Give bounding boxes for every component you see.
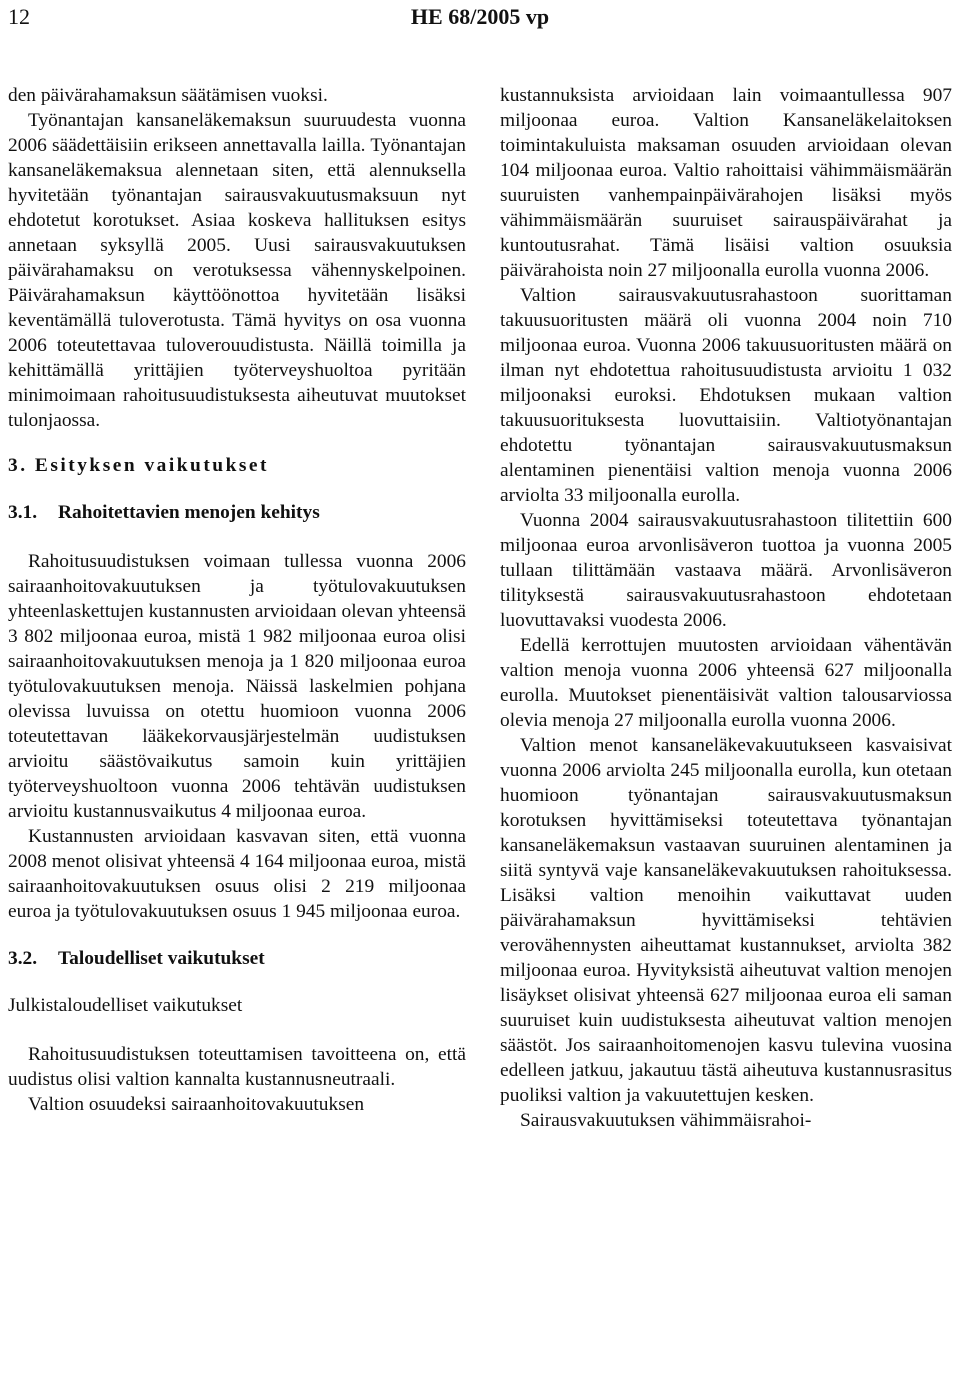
- page-number: 12: [8, 4, 30, 29]
- subsection-title: Rahoitettavien menojen kehitys: [58, 502, 320, 523]
- right-column: [500, 83, 952, 1133]
- subsection-number: 3.1.: [8, 502, 38, 523]
- subsection-heading: [8, 946, 466, 971]
- page-header: [0, 0, 960, 36]
- paragraph: Edellä kerrottujen muutosten arvioidaan vähentävän valtion menoja vuonna 2006 yhteensä 627 miljoonalla eurolla. Muutokset pienentäisivät valtion talousarviossa olevia menoja 27 miljoonalla eurolla vuonna 2006.: [500, 635, 952, 731]
- paragraph: Rahoitusuudistuksen voimaan tullessa vuonna 2006 sairaanhoitovakuutuksen ja työtulovakuutuksen yhteenlaskettujen kustannusten arvioidaan olevan yhteensä 3 802 miljoonaa euroa, mistä 1 982 miljoonaa euroa olisi sairaanhoitovakuutuksen menoja ja 1 820 miljoonaa euroa työtulovakuutuksen menoja. Näissä laskelmien pohjana olevissa luvuissa on otettu huomioon vuonna 2006 toteutettavan lääkekorvausjärjestelmän uudistuksen arvioitu säästövaikutus samoin kuin yrittäjien työterveyshuoltoon vuonna 2006 tehtävän uudistuksen arvioitu kustannusvaikutus 4 miljoonaa euroa.: [8, 551, 466, 822]
- document-id: HE 68/2005 vp: [410, 4, 550, 29]
- paragraph: Valtion menot kansaneläkevakuutukseen kasvaisivat vuonna 2006 arviolta 245 miljoonalla eurolla, kun otetaan huomioon työnantajan sairausvakuutusmaksun korotuksen hyvittämiseksi toteutettava työnantajan kansaneläkemaksun vastaavan suuruinen alentaminen ja siitä syntyvä vaje kansaneläkevakuutuksen rahoituksessa. Lisäksi valtion menoihin vaikuttavat uuden päivärahamaksun hyvittämiseksi tehtävien verovähennysten aiheuttamat kustannukset, arviolta 382 miljoonaa euroa. Hyvityksistä aiheutuvat valtion menojen lisäykset olisivat yhteensä 627 miljoonaa euroa eli saman suuruiset kuin uudistuksesta aiheutuvat valtion menojen säästöt. Jos sairaanhoitomenojen kasvu tulevina vuosina edelleen jatkuu, jakautuu tästä aiheutuva kustannusrasitus puoliksi valtion ja vakuutettujen kesken.: [500, 735, 952, 1106]
- subsection-title: Taloudelliset vaikutukset: [58, 948, 265, 969]
- section-heading: 3. Esityksen vaikutukset: [8, 455, 269, 476]
- subsection-number: 3.2.: [8, 948, 38, 969]
- left-column: [8, 83, 466, 1117]
- paragraph: Sairausvakuutuksen vähimmäisrahoi-: [520, 1110, 812, 1131]
- paragraph: Kustannusten arvioidaan kasvavan siten, että vuonna 2008 menot olisivat yhteensä 4 164 miljoonaa euroa, mistä sairaanhoitovakuutuksen osuus olisi 2 219 miljoonaa euroa ja työtulovakuutuksen osuus 1 945 miljoonaa euroa.: [8, 826, 466, 922]
- paragraph: Valtion sairausvakuutusrahastoon suorittaman takuusuoritusten määrä oli vuonna 2004 noin 710 miljoonaa euroa. Vuonna 2006 takuusuoritusten määrä on ilman nyt ehdotettua rahoitusuudistusta arvioitu 1 032 miljoonaksi euroksi. Ehdotuksen mukaan valtion takuusuorituksesta luovuttaisiin. Valtiotyönantajan ehdotettu työnantajan sairausvakuutusmaksun alentaminen pienentäisi valtion menoja vuonna 2006 arviolta 33 miljoonalla eurolla.: [500, 285, 952, 506]
- paragraph: Työnantajan kansaneläkemaksun suuruudesta vuonna 2006 säädettäisiin erikseen annettavalla lailla. Työnantajan kansaneläkemaksua alennetaan siten, että alennuksella hyvitetään työnantajan sairausvakuutusmaksuun nyt ehdotetut korotukset. Asiaa koskeva hallituksen esitys annetaan syksyllä 2005. Uusi sairausvakuutuksen päivärahamaksu on verotuksessa vähennyskelpoinen. Päivärahamaksun käyttöönottoa hyvitetään lisäksi keventämällä tuloverotusta. Tämä hyvitys on osa vuonna 2006 toteutettavaa tuloverouudistusta. Näillä toimilla ja kehittämällä yrittäjien työterveyshuoltoa pyritään minimoimaan rahoitusuudistuksesta aiheutuvat muutokset tulonjaossa.: [8, 110, 466, 431]
- paragraph: Vuonna 2004 sairausvakuutusrahastoon tilitettiin 600 miljoonaa euroa arvonlisäveron tuottoa ja vuonna 2005 tullaan tilittämään vastaava määrä. Arvonlisäveron tilityksestä sairausvakuutusrahastoon ehdotetaan luovuttavaksi vuodesta 2006.: [500, 510, 952, 631]
- paragraph: kustannuksista arvioidaan lain voimaantullessa 907 miljoonaa euroa. Valtion Kansaneläkelaitoksen toimintakuluista maksaman osuuden arvioidaan olevan 104 miljoonaa euroa. Valtio rahoittaisi vähimmäismäärän suuruisten vanhempainpäivärahojen lisäksi myös vähimmäismäärän suuruiset sairauspäivärahat ja kuntoutusrahat. Tämä lisäisi valtion osuuksia päivärahoista noin 27 miljoonalla eurolla vuonna 2006.: [500, 85, 952, 281]
- paragraph: den päivärahamaksun säätämisen vuoksi.: [8, 85, 328, 106]
- paragraph: Rahoitusuudistuksen toteuttamisen tavoitteena on, että uudistus olisi valtion kannalta kustannusneutraali.: [8, 1044, 466, 1090]
- subsection-heading: [8, 500, 466, 525]
- paragraph: Valtion osuudeksi sairaanhoitovakuutuksen: [28, 1094, 365, 1115]
- subheading: Julkistaloudelliset vaikutukset: [8, 995, 243, 1016]
